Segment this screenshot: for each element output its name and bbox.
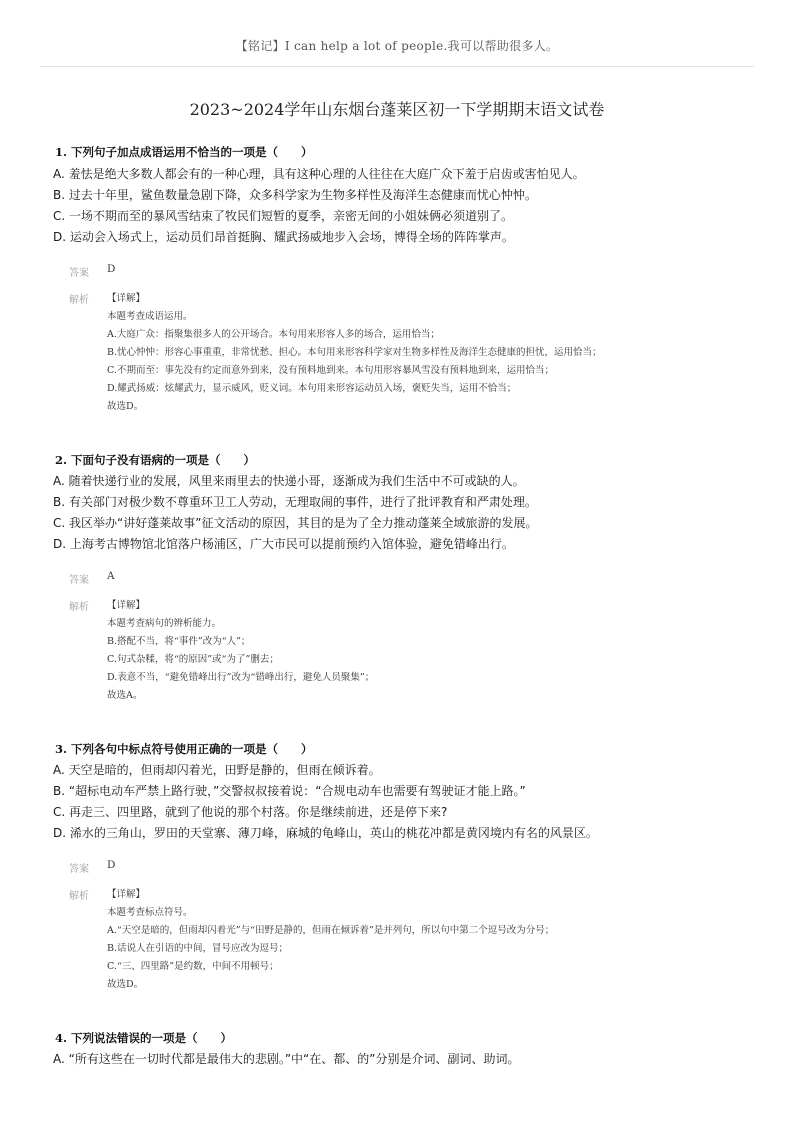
question-3-analysis-line: 【详解】 xyxy=(107,889,146,900)
question-3-analysis-line: A.“天空是暗的，但雨却闪着光”与“田野是静的，但雨在倾诉着”是并列句，所以句中第二个逗号改为分号； xyxy=(107,925,555,936)
answer-label: 答案 xyxy=(69,864,89,875)
question-2-analysis-line: 故选A。 xyxy=(107,690,143,701)
document-title: 2023~2024学年山东烟台蓬莱区初一下学期期末语文试卷 xyxy=(189,100,605,119)
question-3-stem: 3. 下列各句中标点符号使用正确的一项是（ ） xyxy=(55,742,313,756)
question-3-analysis-line: C.“三、四里路”是约数，中间不用顿号； xyxy=(107,961,279,972)
question-1-option-c: C. 一场不期而至的暴风雪结束了牧民们短暂的夏季，亲密无间的小姐妹俩必须道别了。 xyxy=(53,209,514,223)
header-motto: 【铭记】I can help a lot of people.我可以帮助很多人。 xyxy=(235,39,559,53)
question-2-option-d: D. 上海考古博物馆北馆落户杨浦区，广大市民可以提前预约入馆体验，避免错峰出行。 xyxy=(53,537,514,551)
question-1-answer: D xyxy=(107,263,116,275)
question-1-option-a: A. 羞怯是绝大多数人都会有的一种心理，具有这种心理的人往往在大庭广众下羞于启齿或害怕见人。 xyxy=(53,167,585,181)
question-3-answer: D xyxy=(107,859,116,871)
question-2-analysis-line: 本题考查病句的辨析能力。 xyxy=(107,618,222,629)
question-3-option-c: C. 再走三、四里路，就到了他说的那个村落。你是继续前进，还是停下来? xyxy=(53,805,448,819)
analysis-label: 解析 xyxy=(69,602,89,613)
question-1-analysis-line: C.不期而至：事先没有约定而意外到来，没有预料地到来。本句用形容暴风雪没有预料地到来，运用恰当； xyxy=(107,365,554,376)
question-3-option-a: A. 天空是暗的，但雨却闪着光，田野是静的，但雨在倾诉着。 xyxy=(53,763,381,777)
question-1-option-b: B. 过去十年里，鲨鱼数量急剧下降，众多科学家为生物多样性及海洋生态健康而忧心忡忡。 xyxy=(53,188,537,202)
question-3-option-d: D. 浠水的三角山，罗田的天堂寨、薄刀峰，麻城的龟峰山，英山的桃花冲都是黄冈境内有名的风景区。 xyxy=(53,826,598,840)
question-1-analysis-line: 【详解】 xyxy=(107,293,146,304)
analysis-label: 解析 xyxy=(69,295,89,306)
question-1-analysis-line: 故选D。 xyxy=(107,401,144,412)
analysis-label: 解析 xyxy=(69,891,89,902)
question-1-option-d: D. 运动会入场式上，运动员们昂首挺胸、耀武扬威地步入会场，博得全场的阵阵掌声。 xyxy=(53,230,514,244)
question-3-analysis-line: B.话说人在引语的中间，冒号应改为逗号； xyxy=(107,943,289,954)
question-1-analysis-line: D.耀武扬威：炫耀武力，显示威风，贬义词。本句用来形容运动员入场，褒贬失当，运用不恰当； xyxy=(107,383,517,394)
question-1-analysis-line: A.大庭广众：指聚集很多人的公开场合。本句用来形容人多的场合，运用恰当； xyxy=(107,329,440,340)
question-1-stem: 1. 下列句子加点成语运用不恰当的一项是（ ） xyxy=(55,145,313,159)
question-1-analysis-line: 本题考查成语运用。 xyxy=(107,311,193,322)
question-3-analysis-line: 故选D。 xyxy=(107,979,144,990)
header-divider xyxy=(40,66,754,67)
answer-label: 答案 xyxy=(69,575,89,586)
question-2-analysis-line: C.句式杂糅，将“的原因”或“为了”删去； xyxy=(107,654,279,665)
answer-label: 答案 xyxy=(69,268,89,279)
question-2-option-c: C. 我区举办“讲好蓬莱故事”征文活动的原因，其目的是为了全力推动蓬莱全域旅游的发展。 xyxy=(53,516,538,530)
question-2-answer: A xyxy=(107,570,115,582)
question-2-option-b: B. 有关部门对极少数不尊重环卫工人劳动，无理取闹的事件，进行了批评教育和严肃处理。 xyxy=(53,495,537,509)
question-1-analysis-line: B.忧心忡忡：形容心事重重，非常忧愁、担心。本句用来形容科学家对生物多样性及海洋生态健康的担忧，运用恰当； xyxy=(107,347,602,358)
question-4-stem: 4. 下列说法错误的一项是（ ） xyxy=(55,1031,233,1045)
question-2-stem: 2. 下面句子没有语病的一项是（ ） xyxy=(55,453,256,467)
question-3-option-b: B. “超标电动车严禁上路行驶，”交警叔叔接着说：“合规电动车也需要有驾驶证才能上路。” xyxy=(53,784,526,798)
question-2-analysis-line: D.表意不当，“避免错峰出行”改为“错峰出行，避免人员聚集”； xyxy=(107,672,375,683)
question-2-analysis-line: 【详解】 xyxy=(107,600,146,611)
question-2-analysis-line: B.搭配不当，将“事件”改为“人”； xyxy=(107,636,251,647)
question-4-option-a: A. “所有这些在一切时代都是最伟大的悲剧。”中“在、都、的”分别是介词、副词、助词。 xyxy=(53,1052,520,1066)
question-3-analysis-line: 本题考查标点符号。 xyxy=(107,907,193,918)
question-2-option-a: A. 随着快递行业的发展，风里来雨里去的快递小哥，逐渐成为我们生活中不可或缺的人。 xyxy=(53,474,525,488)
